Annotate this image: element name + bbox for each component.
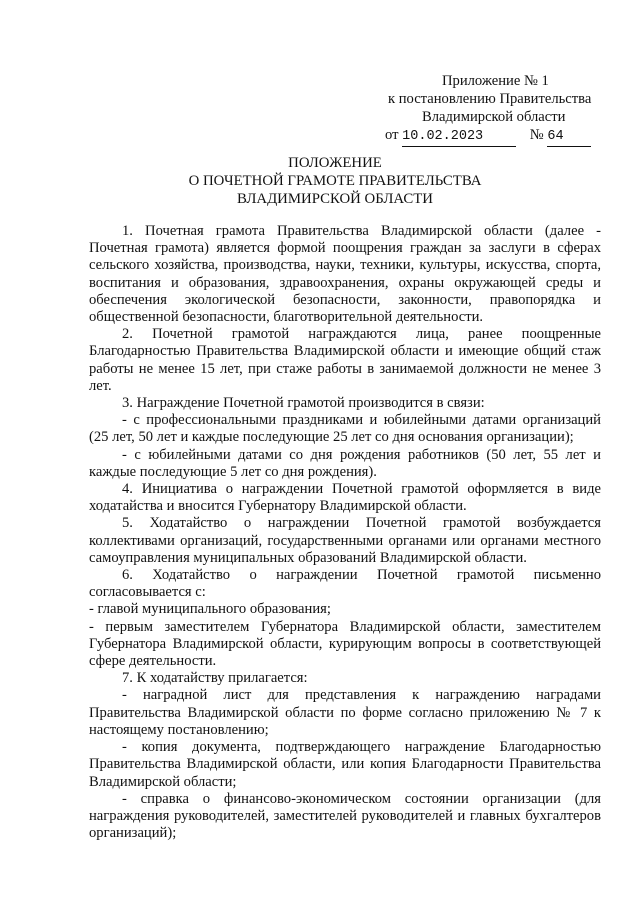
- paragraph-6-item-1: - главой муниципального образования;: [89, 601, 331, 618]
- appendix-line-2: к постановлению Правительства: [388, 91, 592, 107]
- paragraph-7-item-2: - копия документа, подтверждающего награждение Благодарностью Правительства Владимирской области, или копия Благодарности Правительства Владимирской области;: [89, 739, 601, 790]
- date-prefix: от: [385, 127, 399, 143]
- paragraph-7-item-3: - справка о финансово-экономическом состоянии организации (для награждения руководителей, заместителей руководителей и главных бухгалтеров организаций);: [89, 790, 601, 842]
- date-field: [402, 126, 516, 147]
- date-value: 10.02.2023: [402, 129, 484, 144]
- number-field: [547, 126, 591, 147]
- paragraph-4: 4. Инициатива о награждении Почетной грамотой оформляется в виде ходатайства и вносится Губернатору Владимирской области.: [89, 481, 601, 515]
- title-line-1: ПОЛОЖЕНИЕ: [288, 155, 382, 171]
- paragraph-6-item-2: - первым заместителем Губернатора Владимирской области, заместителем Губернатора Владимирской области, курирующим вопросы в соответствующей сфере деятельности.: [89, 618, 601, 670]
- appendix-date-line: [370, 126, 606, 147]
- paragraph-3-item-1: - с профессиональными праздниками и юбилейными датами организаций (25 лет, 50 лет и каждые последующие 25 лет со дня основания организации);: [89, 412, 601, 446]
- paragraph-6: 6. Ходатайство о награждении Почетной грамотой письменно согласовывается с:: [89, 567, 601, 601]
- document-title: [90, 154, 580, 208]
- paragraph-1: 1. Почетная грамота Правительства Владимирской области (далее - Почетная грамота) является формой поощрения граждан за заслуги в сферах сельского хозяйства, производства, науки, техники, культуры, искусства, спорта, воспитания и образования, здравоохранения, охраны окружающей среды и обеспечения экологической безопасности, законности, правопорядка и общественной безопасности, благотворительной деятельности.: [89, 223, 601, 326]
- number-prefix: №: [529, 127, 544, 143]
- paragraph-7-item-1: - наградной лист для представления к награждению наградами Правительства Владимирской области по форме согласно приложению № 7 к настоящему постановлению;: [89, 687, 601, 738]
- appendix-block: [370, 72, 606, 147]
- paragraph-5: 5. Ходатайство о награждении Почетной грамотой возбуждается коллективами организаций, государственными органами или органами местного самоуправления муниципальных образований Владимирской области.: [89, 515, 601, 566]
- title-line-3: ВЛАДИМИРСКОЙ ОБЛАСТИ: [237, 191, 433, 207]
- document-body: [89, 223, 601, 842]
- title-line-2: О ПОЧЕТНОЙ ГРАМОТЕ ПРАВИТЕЛЬСТВА: [188, 173, 482, 189]
- paragraph-3: 3. Награждение Почетной грамотой производится в связи:: [122, 395, 485, 412]
- number-value: 64: [547, 129, 564, 144]
- appendix-line-3: Владимирской области: [422, 109, 566, 125]
- paragraph-3-item-2: - с юбилейными датами со дня рождения работников (50 лет, 55 лет и каждые последующие 5 лет со дня рождения).: [89, 446, 601, 480]
- paragraph-2: 2. Почетной грамотой награждаются лица, ранее поощренные Благодарностью Правительства Владимирской области и имеющие общий стаж работы не менее 15 лет, при стаже работы в занимаемой должности не менее 3 лет.: [89, 326, 601, 394]
- appendix-line-1: Приложение № 1: [442, 73, 549, 89]
- paragraph-7: 7. К ходатайству прилагается:: [122, 670, 308, 687]
